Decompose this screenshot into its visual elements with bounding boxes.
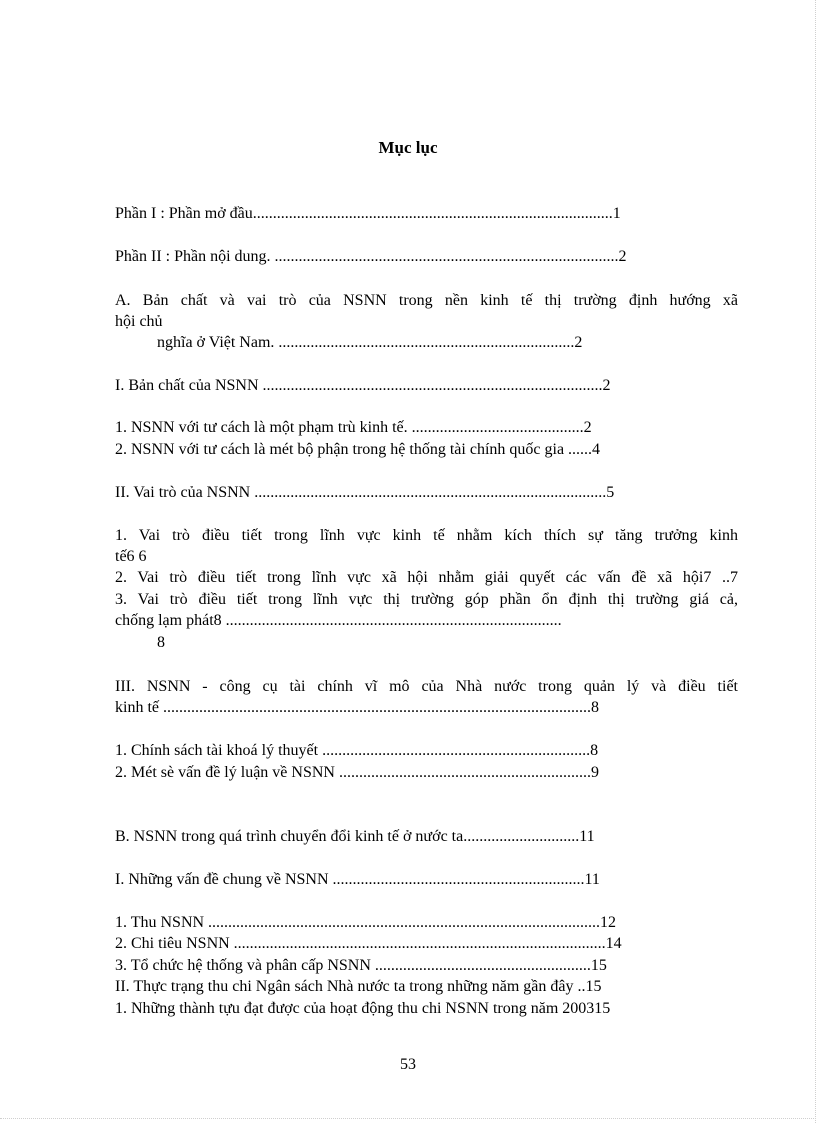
toc-line-II-3-cont: chống lạm phát8 .................................................................................... <box>115 612 562 629</box>
toc-line-III: III. NSNN - công cụ tài chính vĩ mô của Nhà nước trong quản lý và điều tiết <box>115 678 738 695</box>
toc-line-II-1-cont: tế6 6 <box>115 548 147 565</box>
toc-line-B: B. NSNN trong quá trình chuyển đổi kinh tế ở nước ta.............................11 <box>115 828 595 845</box>
toc-line-I: I. Bản chất của NSNN .....................................................................................2 <box>115 377 611 394</box>
toc-line-III-cont: kinh tế ...........................................................................................................8 <box>115 699 599 716</box>
toc-line-B-I-3: 3. Tổ chức hệ thống và phân cấp NSNN ......................................................15 <box>115 957 607 974</box>
page-edge-bottom <box>0 1117 816 1119</box>
toc-line-II-3-page: 8 <box>157 634 165 651</box>
toc-line-B-II-1: 1. Những thành tựu đạt được của hoạt động thu chi NSNN trong năm 200315 <box>115 1000 611 1017</box>
toc-line-A-cont2: nghĩa ở Việt Nam. ..........................................................................2 <box>157 334 583 351</box>
toc-line-II: II. Vai trò của NSNN ........................................................................................5 <box>115 484 615 501</box>
toc-line-II-3: 3. Vai trò điều tiết trong lĩnh vực thị trường góp phần ổn định thị trường giá cả, <box>115 591 738 608</box>
toc-line-part1: Phần I : Phần mở đầu..........................................................................................1 <box>115 205 621 222</box>
page-number: 53 <box>400 1056 416 1073</box>
toc-line-II-1: 1. Vai trò điều tiết trong lĩnh vực kinh tế nhằm kích thích sự tăng trưởng kinh <box>115 527 738 544</box>
toc-line-part2: Phần II : Phần nội dung. ......................................................................................2 <box>115 248 627 265</box>
toc-line-B-I-2: 2. Chi tiêu NSNN .............................................................................................14 <box>115 935 622 952</box>
toc-line-B-I: I. Những vấn đề chung về NSNN ...............................................................11 <box>115 871 600 888</box>
toc-line-B-I-1: 1. Thu NSNN ..................................................................................................12 <box>115 914 617 931</box>
toc-line-B-II: II. Thực trạng thu chi Ngân sách Nhà nước ta trong những năm gần đây ..15 <box>115 978 602 995</box>
toc-line-A: A. Bản chất và vai trò của NSNN trong nền kinh tế thị trường định hướng xã <box>115 292 738 309</box>
toc-line-III-1: 1. Chính sách tài khoá lý thuyết ...................................................................8 <box>115 742 599 759</box>
toc-line-A-cont: hội chủ <box>115 313 163 330</box>
toc-title: Mục lục <box>378 138 438 157</box>
toc-line-I-1: 1. NSNN với tư cách là một phạm trù kinh tế. ...........................................2 <box>115 419 592 436</box>
toc-line-III-2: 2. Mét sè vấn đề lý luận về NSNN ...............................................................9 <box>115 764 599 781</box>
toc-line-II-2: 2. Vai trò điều tiết trong lĩnh vực xã hội nhằm giải quyết các vấn đề xã hội7 ..7 <box>115 569 738 586</box>
toc-line-I-2: 2. NSNN với tư cách là mét bộ phận trong hệ thống tài chính quốc gia ......4 <box>115 441 601 458</box>
